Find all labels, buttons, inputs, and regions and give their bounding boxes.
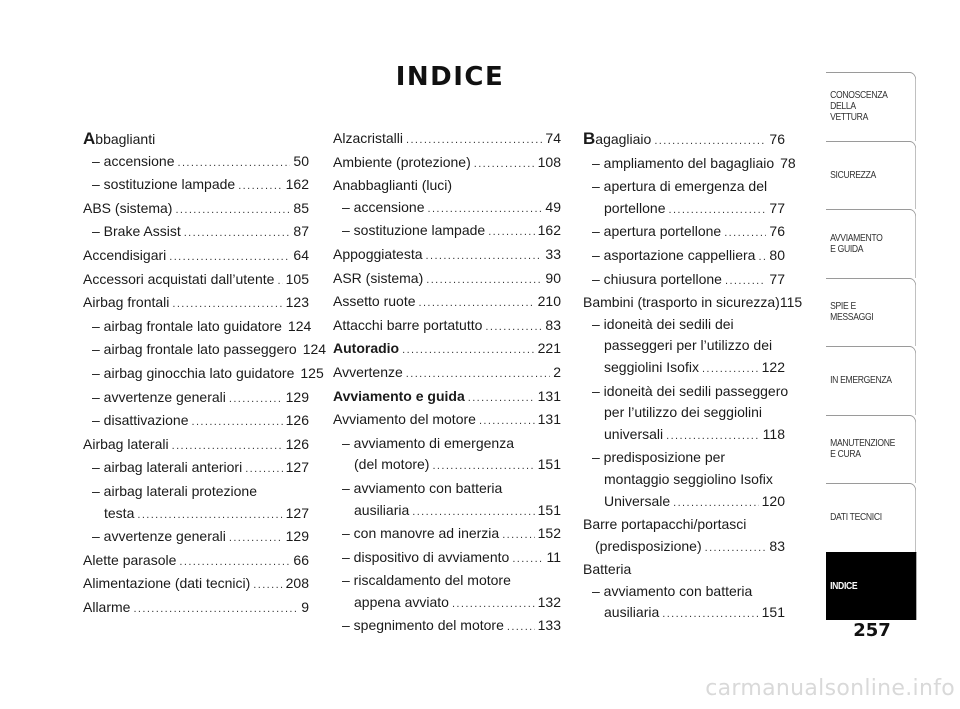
entry-page: 131: [537, 411, 561, 428]
index-entry: [333, 433, 561, 478]
entry-title: Anabbaglianti (luci): [333, 177, 453, 194]
leader-dots: [669, 200, 767, 222]
index-entry: [583, 292, 803, 314]
entry-title: ASR (sistema): [333, 269, 424, 286]
index-entry: [83, 434, 309, 458]
index-entry: [583, 269, 785, 293]
entry-title: – airbag laterali anteriori: [92, 459, 243, 476]
index-entry: [83, 410, 309, 434]
index-entry: [333, 547, 561, 571]
entry-page: 131: [537, 387, 561, 404]
leader-dots: [245, 459, 282, 481]
index-entry: [333, 386, 561, 410]
leader-dots: [253, 575, 282, 597]
entry-title: Appoggiatesta: [333, 245, 423, 262]
leader-dots: [406, 364, 550, 386]
leader-dots: [432, 456, 534, 478]
entry-title: – disattivazione: [92, 412, 189, 429]
leader-dots: [479, 411, 535, 433]
index-entry: [333, 197, 561, 221]
leader-dots: [229, 389, 283, 411]
index-entry: [583, 447, 785, 514]
index-entry: [333, 615, 561, 639]
leader-dots: [468, 388, 535, 410]
entry-page: 108: [537, 153, 561, 170]
tab-conoscenza-della-vettura[interactable]: [826, 72, 916, 141]
entry-title: – dispositivo di avviamento: [342, 548, 510, 565]
entry-page: 64: [293, 246, 309, 263]
leader-dots: [175, 200, 290, 222]
entry-page: 118: [762, 425, 785, 442]
entry-title: Alette parasole: [83, 551, 177, 568]
leader-dots: [178, 153, 291, 175]
entry-page: 208: [285, 575, 309, 592]
entry-title: – sostituzione lampade: [342, 222, 486, 239]
entry-title: ABS (sistema): [83, 199, 173, 216]
index-entry: [333, 244, 561, 268]
entry-page: 122: [761, 358, 785, 375]
entry-title: – accensione: [342, 198, 425, 215]
index-entry: [83, 198, 309, 222]
entry-page: 210: [537, 293, 561, 310]
entry-title-rest: bbaglianti: [95, 131, 156, 147]
entry-title: – spegnimento del motore: [342, 617, 504, 634]
entry-title: Assetto ruote: [333, 293, 416, 310]
entry-page: 85: [293, 199, 309, 216]
leader-dots: [184, 223, 291, 245]
entry-title: [583, 128, 651, 151]
entry-title: – accensione: [92, 152, 175, 169]
entry-title-continued: (predisposizione): [595, 537, 702, 554]
entry-page: 90: [545, 269, 561, 286]
leader-dots: [507, 617, 535, 639]
index-entry: [333, 175, 561, 197]
entry-title: – sostituzione lampade: [92, 176, 236, 193]
leader-dots: [485, 317, 542, 339]
index-entry: [583, 245, 785, 269]
index-entry: [333, 315, 561, 339]
entry-title-continued: per l’utilizzo dei seggiolini: [604, 404, 762, 421]
entry-page: 162: [285, 176, 309, 193]
entry-title: – airbag frontale lato passeggero: [92, 341, 297, 358]
entry-title-continued: Universale: [604, 492, 671, 509]
index-entry: [333, 268, 561, 292]
entry-title: Avviamento e guida: [333, 387, 465, 404]
leader-dots: [428, 199, 543, 221]
entry-page: 80: [769, 246, 785, 263]
index-entry: [583, 314, 785, 381]
entry-page: 50: [293, 152, 309, 169]
entry-page: 83: [545, 316, 561, 333]
index-entry: [83, 339, 327, 363]
entry-page: 87: [293, 223, 309, 240]
entry-page: 133: [537, 617, 561, 634]
tab-label: SPIE E MESSAGGI: [830, 300, 874, 324]
entry-title: Alzacristalli: [333, 130, 404, 146]
entry-page: 76: [769, 223, 785, 240]
index-column-1: [83, 128, 327, 620]
entry-page: 221: [537, 340, 561, 357]
index-entry: [333, 128, 561, 152]
index-entry: [333, 409, 561, 433]
index-column-2: [333, 128, 561, 639]
entry-page: 124: [302, 341, 327, 358]
index-entry: [83, 457, 309, 481]
leader-dots: [172, 294, 282, 316]
index-entry: [333, 570, 561, 615]
entry-title: – apertura portellone: [592, 223, 722, 240]
tab-label: SICUREZZA: [830, 168, 876, 181]
entry-title: Batteria: [583, 561, 632, 578]
entry-page: 132: [537, 593, 561, 610]
entry-page: 115: [779, 294, 803, 311]
index-entry: [83, 573, 309, 597]
entry-title: – Brake Assist: [92, 223, 181, 240]
section-tabs: [826, 72, 916, 620]
entry-title: – ampliamento del bagagliaio: [592, 154, 775, 171]
index-entry: [333, 220, 561, 244]
entry-page: 129: [285, 528, 309, 545]
leader-dots: [133, 599, 298, 621]
leader-dots: [169, 247, 290, 269]
tab-avviamento-e-guida[interactable]: [826, 209, 916, 278]
entry-title: – con manovre ad inerzia: [342, 525, 500, 542]
entry-title: Accessori acquistati dall’utente: [83, 270, 275, 287]
index-entry: [583, 153, 796, 177]
leader-dots: [426, 246, 543, 268]
entry-title: Airbag laterali: [83, 435, 169, 452]
entry-title: – apertura di emergenza del: [592, 178, 768, 195]
index-entry: [83, 245, 309, 269]
leader-dots: [179, 552, 290, 574]
leader-dots: [724, 223, 766, 245]
index-entry: [83, 174, 309, 198]
index-entry: [83, 269, 309, 293]
entry-page: 125: [300, 364, 324, 381]
entry-title-continued: ausiliaria: [604, 604, 660, 621]
index-entry: [583, 176, 785, 221]
index-entry: [83, 316, 312, 340]
entry-title: – asportazione cappelliera: [592, 246, 756, 263]
tab-label: MANUTENZIONE E CURA: [830, 437, 896, 461]
index-entry: [583, 128, 785, 153]
tab-label: AVVIAMENTO E GUIDA: [830, 231, 883, 255]
entry-page: 83: [769, 537, 785, 554]
entry-title: – chiusura portellone: [592, 270, 722, 287]
entry-page: 78: [780, 154, 796, 171]
entry-page: 162: [537, 222, 561, 239]
leader-dots: [192, 412, 283, 434]
entry-page: 152: [537, 525, 561, 542]
tab-label: IN EMERGENZA: [830, 374, 892, 387]
index-entry: [83, 597, 309, 621]
entry-title: Attacchi barre portatutto: [333, 316, 483, 333]
entry-title-rest: agagliaio: [595, 131, 652, 147]
entry-title-continued: portellone: [604, 199, 666, 216]
entry-title: Ambiente (protezione): [333, 153, 471, 170]
index-entry: [583, 381, 789, 448]
entry-title: Alimentazione (dati tecnici): [83, 575, 251, 592]
entry-page: 151: [761, 604, 785, 621]
tab-manutenzione-e-cura[interactable]: [826, 415, 916, 484]
entry-title: – avvertenze generali: [92, 388, 226, 405]
page-title: INDICE: [395, 62, 505, 92]
leader-dots: [702, 359, 759, 381]
entry-page: 76: [769, 131, 785, 147]
entry-title-continued: seggiolini Isofix: [604, 358, 699, 375]
entry-title-continued: montaggio seggiolino Isofix: [604, 470, 773, 487]
entry-title: Autoradio: [333, 340, 400, 357]
entry-page: 9: [301, 598, 309, 615]
entry-page: 120: [761, 492, 785, 509]
entry-title-continued: universali: [604, 425, 664, 442]
entry-title: Bambini (trasporto in sicurezza): [583, 294, 780, 311]
index-entry: [333, 362, 561, 386]
leader-dots: [662, 604, 758, 626]
entry-title: Allarme: [83, 598, 131, 615]
entry-page: 77: [769, 270, 785, 287]
leader-dots: [412, 502, 534, 524]
leader-dots: [277, 271, 282, 293]
tab-sicurezza[interactable]: [826, 141, 916, 210]
entry-title-continued: appena avviato: [354, 593, 449, 610]
index-entry: [583, 581, 785, 626]
entry-page: 2: [553, 363, 561, 380]
entry-title: – predisposizione per: [592, 449, 726, 466]
leader-dots: [502, 525, 534, 547]
tab-label: DATI TECNICI: [830, 511, 882, 524]
leader-dots: [229, 528, 283, 550]
index-entry: [333, 523, 561, 547]
index-column-3: [583, 128, 803, 626]
entry-page: 151: [537, 501, 561, 518]
entry-page: 66: [293, 551, 309, 568]
entry-title: – idoneità dei sedili passeggero: [592, 382, 789, 399]
page-number: 257: [853, 620, 891, 641]
entry-page: 129: [285, 388, 309, 405]
leader-dots: [512, 549, 543, 571]
index-entry: [83, 550, 309, 574]
index-entry: [333, 152, 561, 176]
leader-dots: [137, 505, 282, 527]
leader-dots: [725, 271, 766, 293]
index-entry: [83, 292, 309, 316]
entry-page: 127: [285, 504, 309, 521]
leader-dots: [474, 154, 535, 176]
entry-title: Airbag frontali: [83, 294, 170, 311]
entry-page: 11: [546, 548, 561, 565]
tab-dati-tecnici[interactable]: [826, 483, 916, 552]
index-entry: [583, 559, 785, 581]
entry-title: [83, 128, 155, 151]
index-entry: [83, 526, 309, 550]
index-entry: [333, 291, 561, 315]
leader-dots: [488, 222, 534, 244]
entry-title: – avviamento con batteria: [592, 582, 753, 599]
entry-page: 74: [545, 130, 561, 146]
entry-title: – avvertenze generali: [92, 528, 226, 545]
entry-page: 33: [545, 245, 561, 262]
tab-label: CONOSCENZA DELLA VETTURA: [830, 89, 888, 124]
entry-title: – avviamento con batteria: [342, 479, 503, 496]
entry-title-continued: testa: [104, 504, 135, 521]
leader-dots: [419, 293, 535, 315]
entry-page: 151: [537, 456, 561, 473]
tab-indice[interactable]: [826, 552, 916, 621]
leader-dots: [654, 131, 766, 153]
entry-page: 126: [285, 435, 309, 452]
entry-title-continued: (del motore): [354, 456, 430, 473]
index-entry: [83, 481, 309, 526]
leader-dots: [758, 247, 766, 269]
entry-title: Barre portapacchi/portasci: [583, 516, 747, 533]
leader-dots: [238, 176, 282, 198]
tab-spie-e-messaggi[interactable]: [826, 278, 916, 347]
section-initial: B: [583, 129, 596, 148]
entry-title: Avvertenze: [333, 363, 403, 380]
entry-title: Accendisigari: [83, 246, 167, 263]
entry-title: – airbag laterali protezione: [92, 482, 257, 499]
entry-page: 49: [545, 198, 561, 215]
entry-page: 127: [285, 459, 309, 476]
entry-page: 105: [285, 270, 309, 287]
leader-dots: [406, 130, 542, 152]
tab-in-emergenza[interactable]: [826, 346, 916, 415]
index-entry: [333, 478, 561, 523]
index-entry: [333, 338, 561, 362]
entry-page: 77: [769, 199, 785, 216]
entry-title: – idoneità dei sedili dei: [592, 315, 734, 332]
entry-title: – avviamento di emergenza: [342, 434, 514, 451]
leader-dots: [452, 594, 535, 616]
index-entry: [83, 151, 309, 175]
leader-dots: [705, 538, 767, 560]
index-entry: [83, 128, 309, 151]
leader-dots: [673, 493, 759, 515]
entry-title: – airbag frontale lato guidatore: [92, 317, 282, 334]
watermark: carmanualsonline.info: [705, 676, 955, 701]
leader-dots: [172, 436, 283, 458]
leader-dots: [426, 270, 542, 292]
section-initial: A: [83, 129, 96, 148]
index-entry: [583, 221, 785, 245]
index-entry: [83, 387, 309, 411]
entry-title: – riscaldamento del motore: [342, 572, 511, 589]
index-entry: [83, 221, 309, 245]
entry-page: 124: [287, 317, 312, 334]
leader-dots: [402, 340, 535, 362]
index-entry: [83, 363, 324, 387]
entry-page: 123: [285, 294, 309, 311]
entry-title: – airbag ginocchia lato guidatore: [92, 364, 295, 381]
index-entry: [583, 514, 785, 559]
entry-page: 126: [285, 412, 309, 429]
entry-title: Avviamento del motore: [333, 411, 476, 428]
leader-dots: [666, 426, 760, 448]
entry-title-continued: passeggeri per l’utilizzo dei: [604, 337, 773, 354]
entry-title-continued: ausiliaria: [354, 501, 410, 518]
tab-label: INDICE: [830, 579, 858, 592]
